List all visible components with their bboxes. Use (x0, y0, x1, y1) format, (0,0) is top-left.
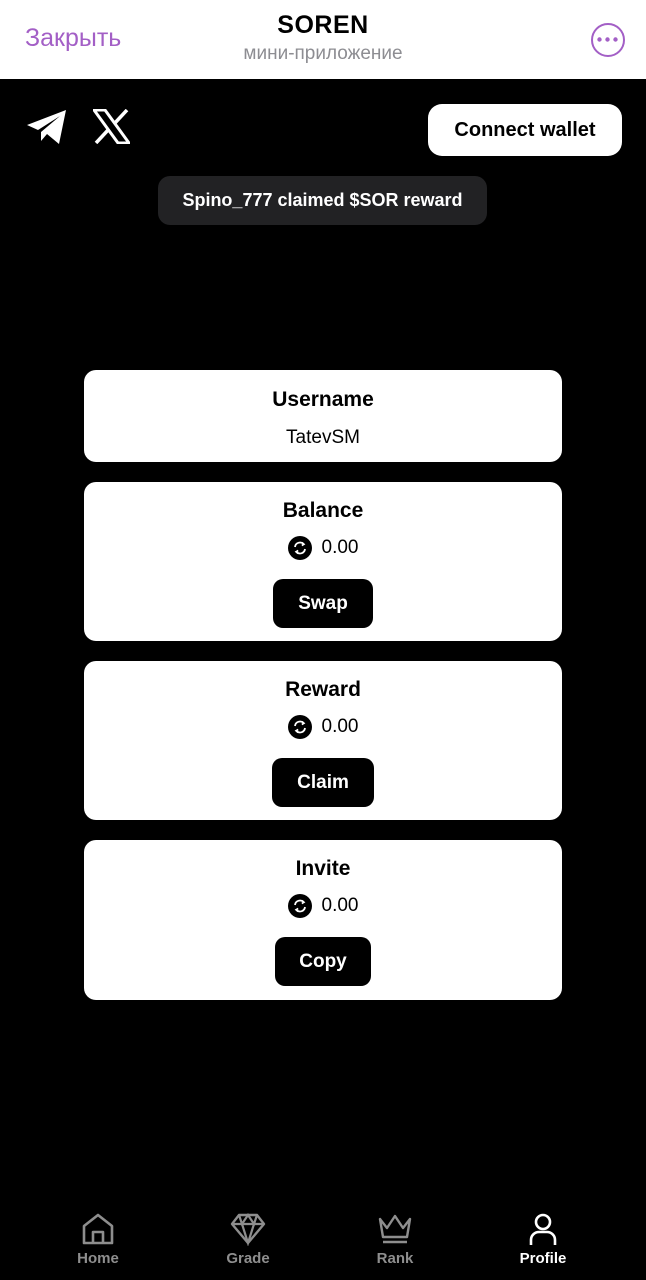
crown-icon (377, 1212, 413, 1246)
username-title: Username (272, 388, 374, 411)
close-button[interactable]: Закрыть (25, 24, 122, 52)
coin-icon (288, 536, 312, 560)
reward-card (84, 661, 562, 820)
nav-item-grade[interactable] (193, 1212, 303, 1272)
connect-wallet-button[interactable]: Connect wallet (428, 104, 622, 156)
username-value: TatevSM (286, 427, 360, 448)
telegram-header (0, 0, 646, 79)
invite-value: 0.00 (321, 895, 359, 916)
swap-button[interactable]: Swap (273, 579, 373, 628)
claim-button[interactable]: Claim (272, 758, 374, 807)
home-icon (81, 1212, 115, 1246)
telegram-icon[interactable] (26, 109, 68, 145)
invite-title: Invite (295, 857, 351, 880)
user-icon (526, 1212, 560, 1246)
reward-title: Reward (285, 678, 361, 701)
x-icon[interactable] (93, 109, 130, 144)
reward-value: 0.00 (321, 716, 359, 737)
invite-value-row (84, 894, 562, 918)
diamond-icon (230, 1212, 266, 1246)
reward-toast: Spino_777 claimed $SOR reward (158, 176, 487, 225)
app-subtitle: мини-приложение (243, 43, 403, 64)
reward-value-row (84, 715, 562, 739)
nav-item-profile[interactable] (488, 1212, 598, 1272)
balance-value-row (84, 536, 562, 560)
coin-icon (288, 894, 312, 918)
nav-label-profile: Profile (519, 1250, 567, 1267)
username-card (84, 370, 562, 462)
more-options-button[interactable] (591, 23, 625, 57)
app-title: SOREN (277, 11, 369, 39)
copy-button[interactable]: Copy (275, 937, 371, 986)
more-dots-icon (597, 37, 618, 42)
balance-card (84, 482, 562, 641)
nav-label-home: Home (77, 1250, 119, 1267)
nav-item-home[interactable] (43, 1212, 153, 1272)
nav-item-rank[interactable] (340, 1212, 450, 1272)
invite-card (84, 840, 562, 1000)
nav-label-rank: Rank (376, 1250, 414, 1267)
balance-title: Balance (282, 499, 364, 522)
nav-label-grade: Grade (226, 1250, 270, 1267)
balance-value: 0.00 (321, 537, 359, 558)
coin-icon (288, 715, 312, 739)
